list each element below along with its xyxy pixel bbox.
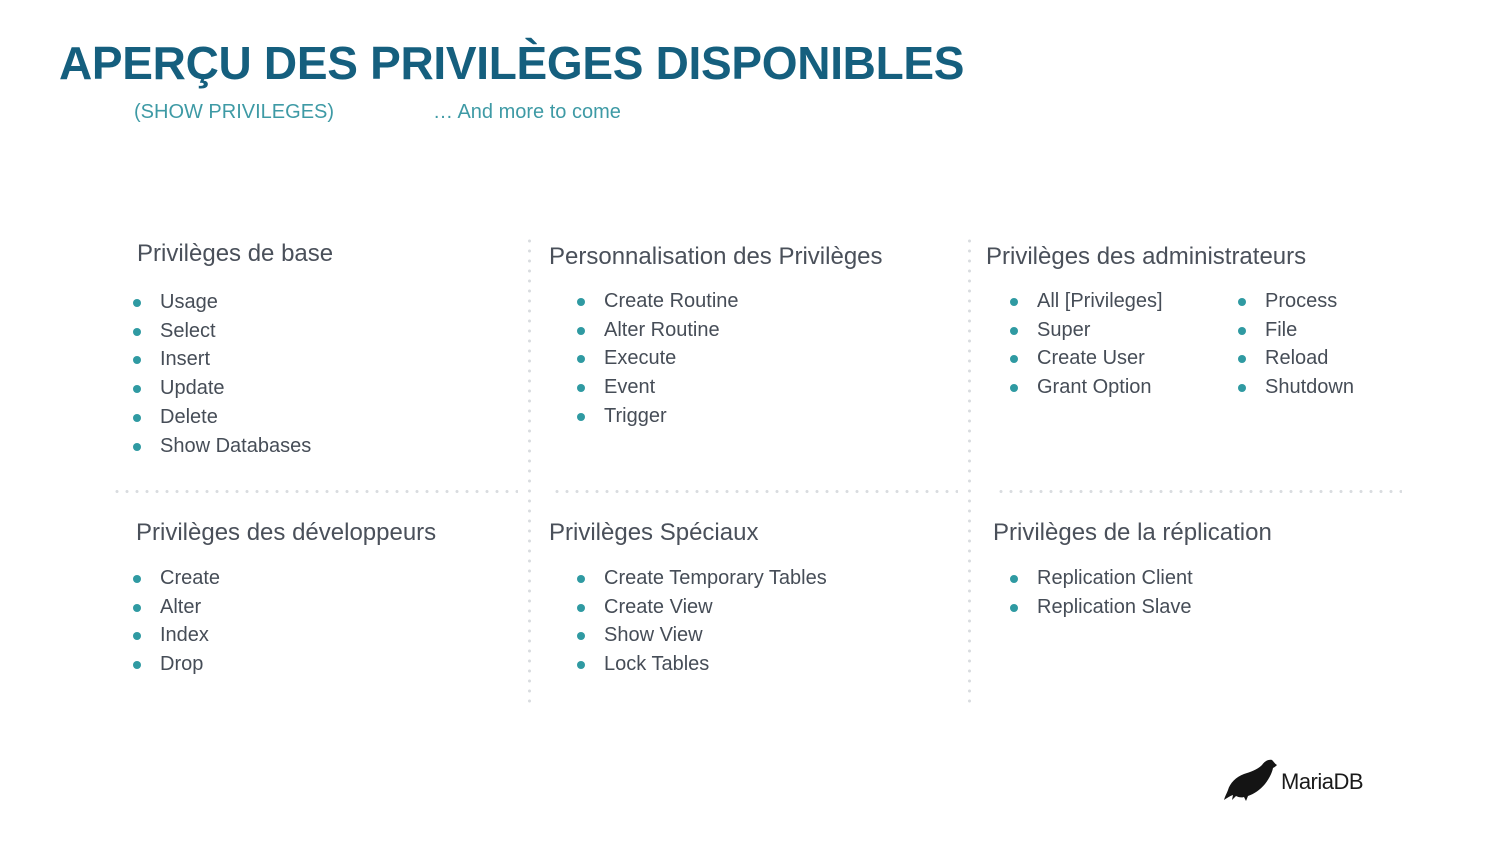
list-item: Lock Tables [577,650,827,679]
divider-vertical-left [528,236,531,704]
privilege-list [133,564,220,679]
list-item: Usage [133,288,311,317]
section-heading: Privilèges Spéciaux [549,519,759,546]
subtitle-more-to-come: … And more to come [433,101,621,123]
section-special-privileges [549,519,827,676]
list-item: Replication Client [1010,564,1193,593]
list-item: Trigger [577,402,739,431]
privilege-list-left [1010,287,1163,402]
list-item: Process [1238,287,1354,316]
mariadb-logo [1224,758,1386,804]
list-item: Create Routine [577,287,739,316]
list-item: All [Privileges] [1010,287,1163,316]
list-item: Alter Routine [577,316,739,345]
list-item: Update [133,374,311,403]
section-heading: Privilèges de base [137,240,334,267]
section-heading: Personnalisation des Privilèges [549,243,883,270]
seal-icon [1224,758,1280,804]
section-base-privileges [137,240,334,457]
list-item: Show Databases [133,432,311,461]
list-item: Index [133,621,220,650]
list-item: Shutdown [1238,373,1354,402]
section-heading: Privilèges des administrateurs [986,243,1307,270]
divider-horizontal-right [996,490,1402,493]
section-developer-privileges [136,519,437,676]
list-item: Execute [577,344,739,373]
list-item: Show View [577,621,827,650]
privilege-list [577,287,739,431]
list-item: Select [133,317,311,346]
section-custom-privileges [549,243,883,427]
list-item: Insert [133,345,311,374]
list-item: Alter [133,593,220,622]
list-item: Create User [1010,344,1163,373]
section-heading: Privilèges de la réplication [993,519,1272,546]
list-item: Replication Slave [1010,593,1193,622]
privilege-list [133,288,311,460]
privilege-list [1010,564,1193,621]
section-replication-privileges [993,519,1272,618]
section-heading: Privilèges des développeurs [136,519,437,546]
list-item: Create [133,564,220,593]
list-item: Super [1010,316,1163,345]
divider-horizontal-middle [552,490,958,493]
list-item: Delete [133,403,311,432]
list-item: Create Temporary Tables [577,564,827,593]
privilege-list [577,564,827,679]
list-item: Create View [577,593,827,622]
privilege-list-right [1238,287,1354,402]
divider-vertical-right [968,236,971,704]
page-title: APERÇU DES PRIVILÈGES DISPONIBLES [59,37,965,89]
list-item: File [1238,316,1354,345]
list-item: Reload [1238,344,1354,373]
subtitle-show-privileges: (SHOW PRIVILEGES) [134,101,335,123]
list-item: Drop [133,650,220,679]
section-admin-privileges [986,243,1354,399]
list-item: Grant Option [1010,373,1163,402]
divider-horizontal-left [112,490,518,493]
list-item: Event [577,373,739,402]
logo-text: MariaDB [1281,769,1364,794]
